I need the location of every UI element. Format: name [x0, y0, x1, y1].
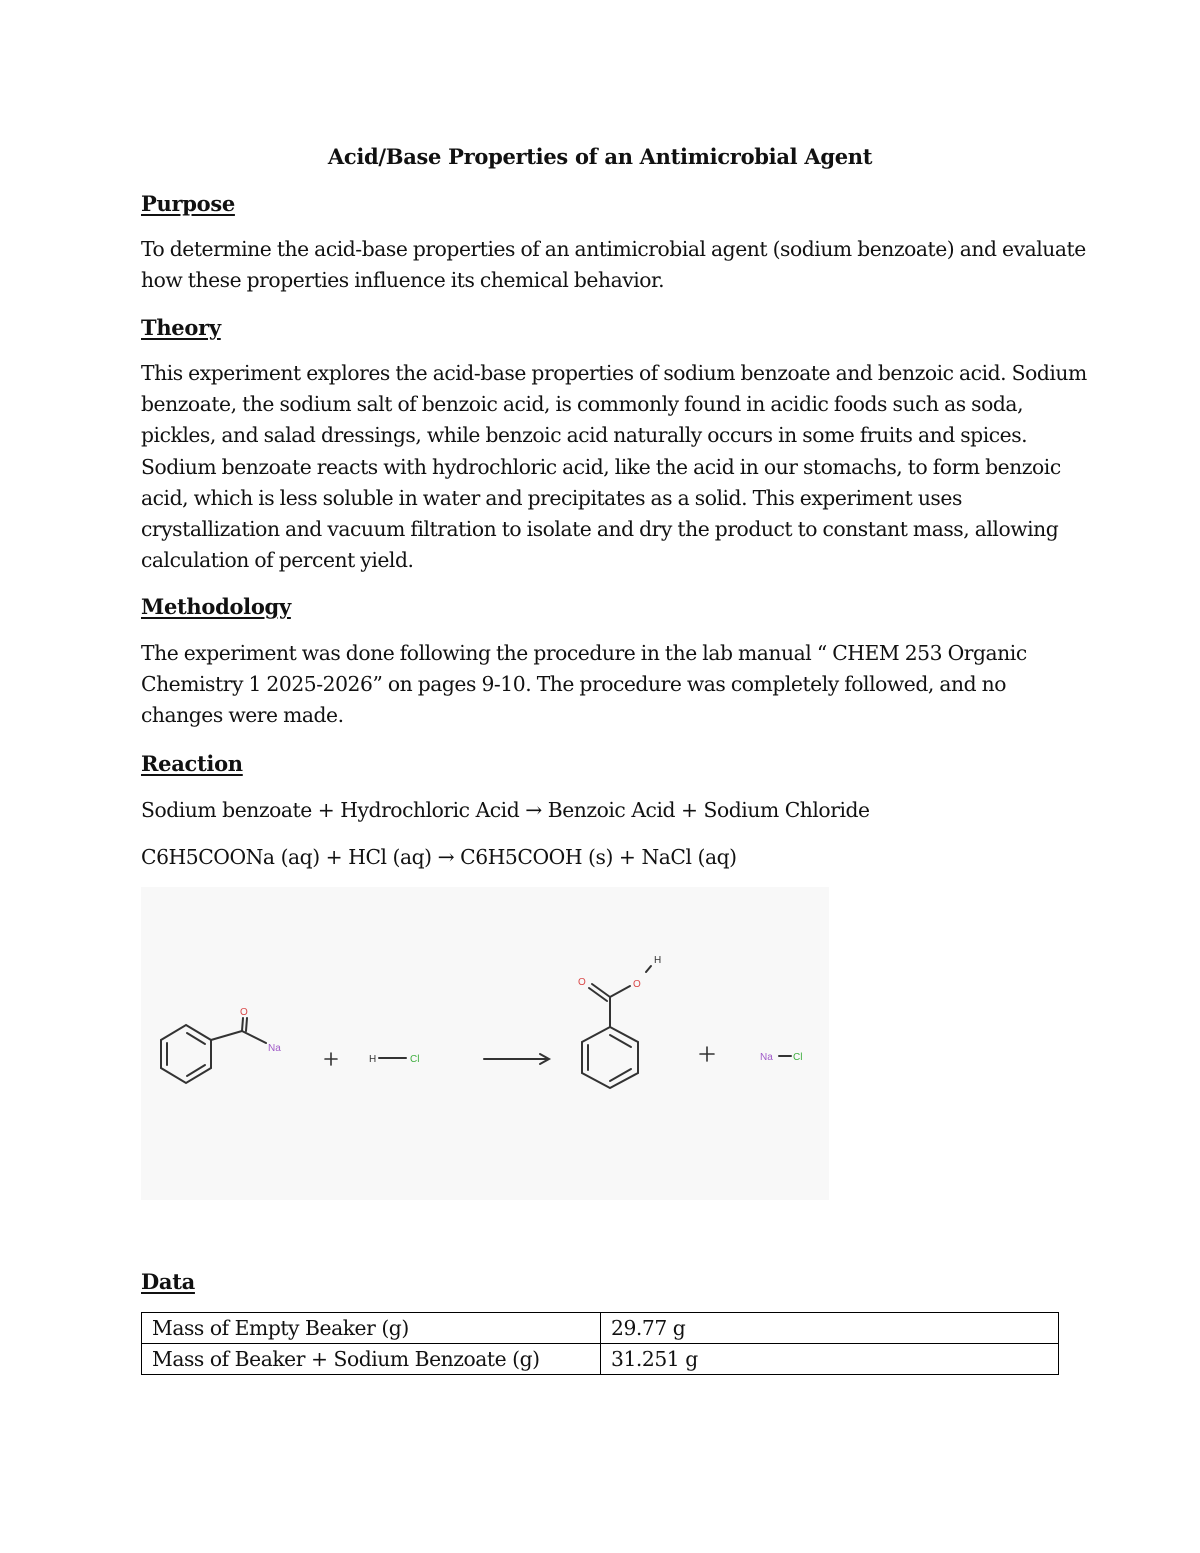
ring-1-o-na-bond: [242, 1031, 266, 1043]
hydrogen-label-2: H: [654, 955, 662, 966]
theory-line: calculation of percent yield.: [141, 548, 414, 573]
theory-line: acid, which is less soluble in water and precipitates as a solid. This experiment uses: [141, 485, 962, 510]
purpose-heading: Purpose: [141, 191, 235, 216]
ring-2-carbonyl-bond: [589, 988, 607, 1001]
benzene-ring-1: [161, 1025, 211, 1083]
ring-1-carbonyl-bond: [242, 1018, 243, 1031]
purpose-line: To determine the acid-base properties of an antimicrobial agent (sodium benzoate) and evaluate: [141, 237, 1086, 261]
methodology-paragraph: [141, 638, 1061, 732]
methodology-line: changes were made.: [141, 703, 344, 728]
theory-line: This experiment explores the acid-base properties of sodium benzoate and benzoic acid. Sodium: [141, 361, 1087, 385]
theory-line: Sodium benzoate reacts with hydrochloric acid, like the acid in our stomachs, to form benzoic: [141, 454, 1061, 479]
theory-line: crystallization and vacuum filtration to isolate and dry the product to constant mass, allowing: [141, 517, 1059, 542]
reaction-figure: [141, 887, 829, 1200]
hydrogen-label: H: [369, 1054, 377, 1065]
theory-line: pickles, and salad dressings, while benzoic acid naturally occurs in some fruits and spices.: [141, 423, 1028, 448]
table-cell-label: Mass of Empty Beaker (g): [142, 1313, 601, 1344]
table-row: [142, 1344, 1059, 1375]
chlorine-label-2: Cl: [793, 1052, 803, 1063]
purpose-paragraph: [141, 234, 1086, 296]
data-table: [141, 1312, 1059, 1375]
table-row: [142, 1313, 1059, 1344]
methodology-line: Chemistry 1 2025-2026” on pages 9-10. The procedure was completely followed, and no: [141, 672, 1007, 697]
ring-1-carboxyl-bond: [211, 1031, 242, 1040]
ring-2-carbonyl-bond: [592, 984, 610, 997]
ring-1-carbonyl-bond: [246, 1018, 247, 1031]
ring-2-o-h-bond: [646, 966, 651, 972]
methodology-line: The experiment was done following the procedure in the lab manual “ CHEM 253 Organic: [141, 641, 1027, 665]
table-cell-label: Mass of Beaker + Sodium Benzoate (g): [142, 1344, 601, 1375]
reaction-scheme: [141, 887, 829, 1200]
theory-paragraph: [141, 358, 1087, 576]
theory-heading: Theory: [141, 315, 221, 340]
formula-equation: C6H5COONa (aq) + HCl (aq) → C6H5COOH (s) + NaCl (aq): [141, 845, 737, 869]
sodium-label-1: Na: [268, 1043, 281, 1054]
sodium-label-2: Na: [760, 1052, 773, 1063]
purpose-line: how these properties influence its chemical behavior.: [141, 268, 665, 293]
theory-line: benzoate, the sodium salt of benzoic acid, is commonly found in acidic foods such as soda,: [141, 392, 1024, 417]
methodology-heading: Methodology: [141, 594, 291, 619]
ring-2-c-o-bond: [610, 986, 630, 997]
table-cell-value: 29.77 g: [601, 1313, 1059, 1344]
oxygen-label-3: O: [633, 979, 641, 990]
oxygen-label-2: O: [578, 977, 586, 988]
oxygen-label-1: O: [240, 1007, 248, 1018]
chlorine-label-1: Cl: [410, 1054, 420, 1065]
table-cell-value: 31.251 g: [601, 1344, 1059, 1375]
reaction-heading: Reaction: [141, 751, 243, 776]
data-heading: Data: [141, 1269, 195, 1294]
word-equation: Sodium benzoate + Hydrochloric Acid → Benzoic Acid + Sodium Chloride: [141, 798, 870, 822]
document-title: Acid/Base Properties of an Antimicrobial Agent: [327, 144, 873, 169]
